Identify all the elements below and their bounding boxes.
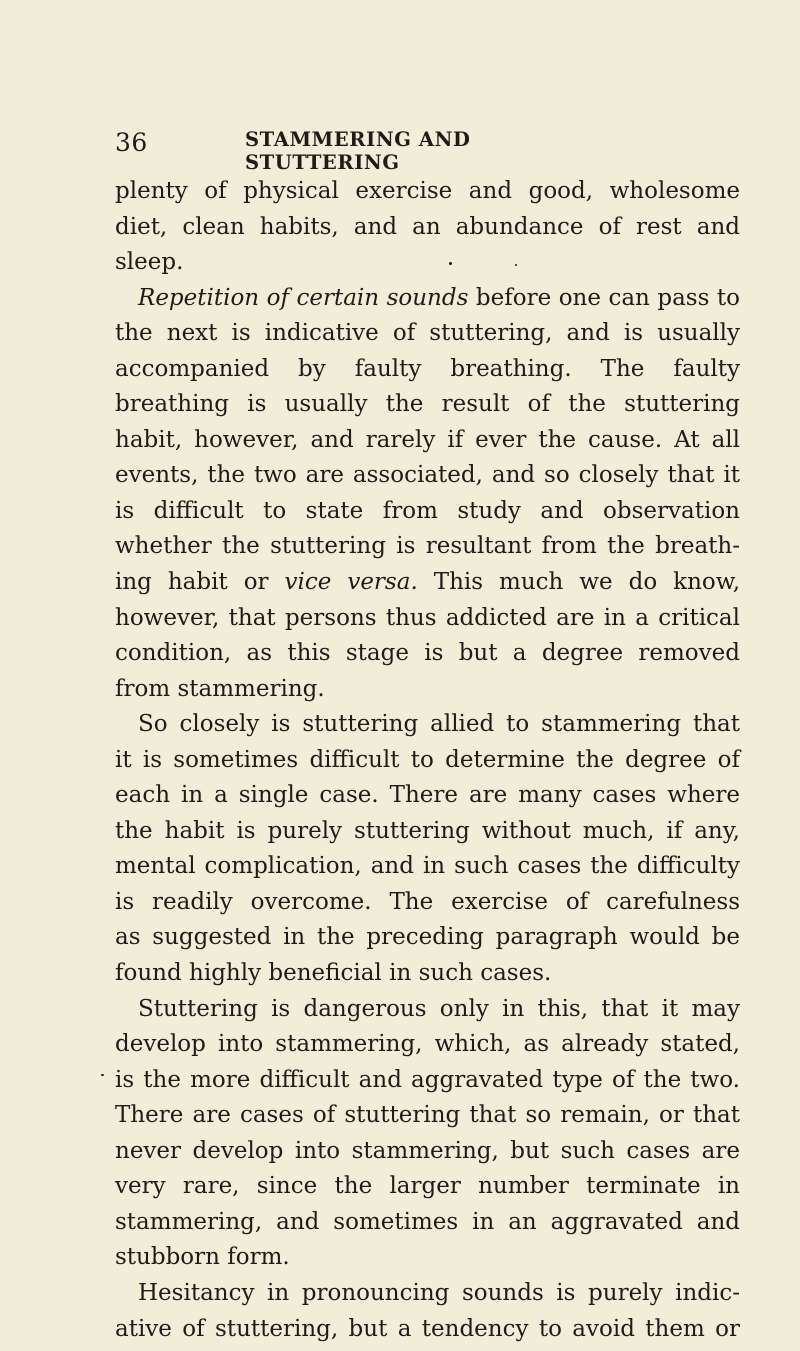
text-run: is difficult to state from study and observation xyxy=(115,497,740,524)
text-run: is the more difficult and aggravated type of the two. xyxy=(115,1066,740,1093)
text-line xyxy=(115,1098,740,1134)
text-line xyxy=(115,1063,740,1099)
text-line xyxy=(115,210,740,246)
text-line xyxy=(115,565,740,601)
text-line xyxy=(115,352,740,388)
italic-text-run: vice versa. xyxy=(284,569,418,596)
page-number: 36 xyxy=(115,128,148,157)
italic-text-run: Repetition of certain sounds xyxy=(138,284,469,311)
text-line xyxy=(115,814,740,850)
text-line xyxy=(115,387,740,423)
text-run: stubborn form. xyxy=(115,1244,290,1271)
text-run: whether the stuttering is resultant from the breath- xyxy=(115,533,740,560)
text-run: is readily overcome. The exercise of carefulness xyxy=(115,888,740,915)
text-line xyxy=(115,423,740,459)
text-run: habit, however, and rarely if ever the cause. At all xyxy=(115,426,740,453)
text-line xyxy=(115,956,740,992)
text-run: This much we do know, xyxy=(417,569,741,596)
text-run: it is sometimes difficult to determine the degree of xyxy=(115,746,740,773)
text-run: Stuttering is dangerous only in this, that it may xyxy=(138,995,740,1022)
text-line xyxy=(115,529,740,565)
text-run: diet, clean habits, and an abundance of rest and xyxy=(115,213,740,240)
text-run: develop into stammering, which, as already stated, xyxy=(115,1031,740,1058)
text-line xyxy=(115,885,740,921)
text-run: however, that persons thus addicted are in a critical xyxy=(115,604,740,631)
text-line xyxy=(115,1027,740,1063)
ink-speck xyxy=(515,264,517,266)
text-line xyxy=(115,707,740,743)
text-run: accompanied by faulty breathing. The faulty xyxy=(115,355,740,382)
text-run: as suggested in the preceding paragraph would be xyxy=(115,924,740,951)
text-run: plenty of physical exercise and good, wholesome xyxy=(115,178,740,204)
text-line xyxy=(115,672,740,708)
text-line xyxy=(115,458,740,494)
text-run: There are cases of stuttering that so remain, or that xyxy=(115,1102,740,1129)
text-run: the habit is purely stuttering without much, if any, xyxy=(115,817,740,844)
text-run: ing habit or xyxy=(115,569,285,596)
ink-speck xyxy=(101,1074,104,1076)
text-line xyxy=(115,1134,740,1170)
text-line xyxy=(115,245,740,281)
paragraph xyxy=(115,281,740,708)
text-line xyxy=(115,316,740,352)
text-line xyxy=(115,1169,740,1205)
paragraph xyxy=(115,1276,740,1347)
text-line xyxy=(115,636,740,672)
text-run: very rare, since the larger number terminate in xyxy=(115,1173,740,1200)
body-text xyxy=(115,174,740,1347)
text-line xyxy=(115,1276,740,1312)
text-run: before one can pass to xyxy=(468,284,740,311)
text-run: Hesitancy in pronouncing sounds is purely indic- xyxy=(138,1279,740,1306)
text-line xyxy=(115,849,740,885)
text-line xyxy=(115,1312,740,1348)
text-line xyxy=(115,743,740,779)
ink-speck xyxy=(449,262,452,265)
text-run: condition, as this stage is but a degree removed xyxy=(115,640,740,667)
text-run: ative of stuttering, but a tendency to avoid them or xyxy=(115,1315,740,1342)
text-line xyxy=(115,281,740,317)
text-line xyxy=(115,920,740,956)
text-run: breathing is usually the result of the stuttering xyxy=(115,391,740,418)
paragraph xyxy=(115,707,740,991)
text-run: events, the two are associated, and so closely that it xyxy=(115,462,740,489)
paragraph xyxy=(115,174,740,281)
running-head xyxy=(115,128,630,174)
text-run: sleep. xyxy=(115,249,184,276)
text-line xyxy=(115,778,740,814)
text-run: stammering, and sometimes in an aggravated and xyxy=(115,1208,740,1235)
text-run: never develop into stammering, but such cases are xyxy=(115,1137,740,1164)
paragraph xyxy=(115,992,740,1276)
text-run: each in a single case. There are many cases where xyxy=(115,782,740,809)
text-run: the next is indicative of stuttering, and is usually xyxy=(115,320,740,347)
text-line xyxy=(115,992,740,1028)
text-line xyxy=(115,601,740,637)
running-title: STAMMERING AND STUTTERING xyxy=(245,128,471,174)
text-line xyxy=(115,1205,740,1241)
text-line xyxy=(115,174,740,210)
text-run: found highly beneficial in such cases. xyxy=(115,960,552,987)
text-run: from stammering. xyxy=(115,675,325,702)
text-line xyxy=(115,494,740,530)
text-run: So closely is stuttering allied to stammering that xyxy=(138,711,740,738)
text-line xyxy=(115,1240,740,1276)
text-run: mental complication, and in such cases the difficulty xyxy=(115,853,740,880)
